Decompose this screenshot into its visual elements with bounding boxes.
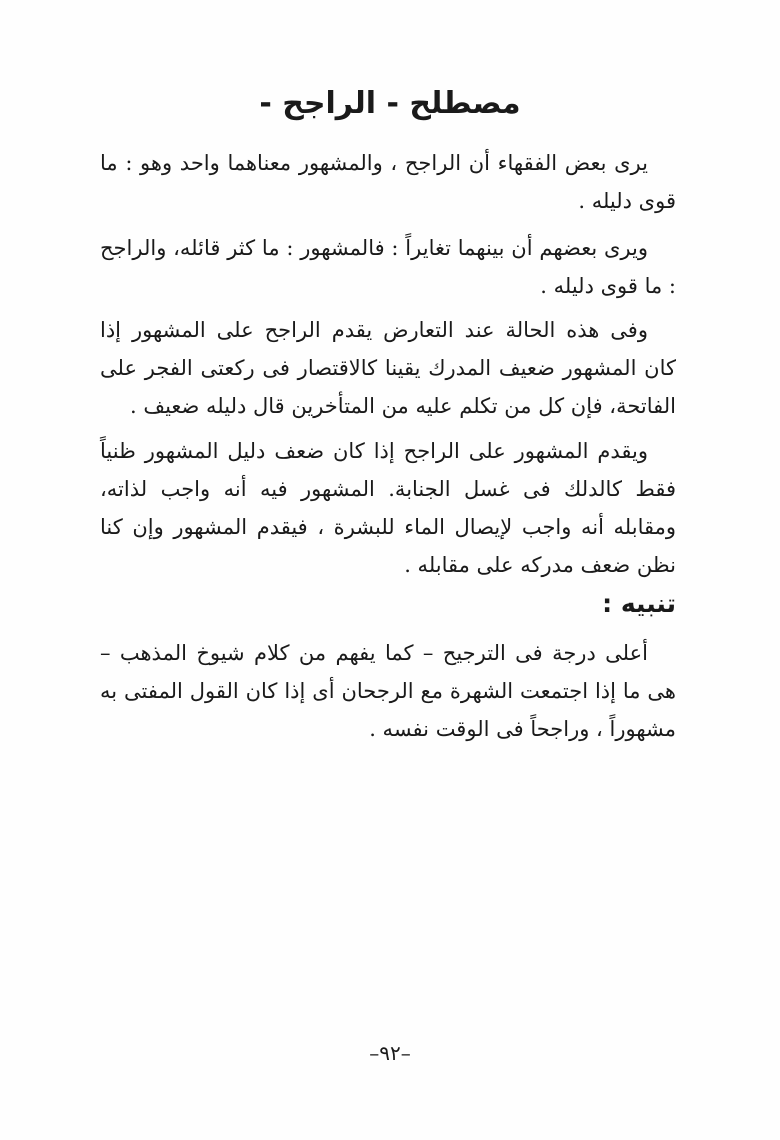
paragraph-text: أعلى درجة فى الترجيح – كما يفهم من كلام شيوخ المذهب – هى ما إذا اجتمعت الشهرة مع الرجحان أى إذا كان القول المفتى به مشهوراً ، وراجحاً فى الوقت نفسه . [100,641,676,741]
page-number: –٩٢– [369,1041,411,1065]
page-title: مصطلح - الراجح - [259,86,521,121]
note-paragraph [100,634,676,748]
paragraph-4 [100,432,676,584]
paragraph-3 [100,311,676,425]
paragraph-2 [100,229,676,305]
paragraph-text: ويرى بعضهم أن بينهما تغايراً : فالمشهور : ما كثر قائله، والراجح : ما قوى دليله . [100,236,676,298]
note-heading: تنبيه : [602,589,676,618]
paragraph-text: وفى هذه الحالة عند التعارض يقدم الراجح على المشهور إذا كان المشهور ضعيف المدرك يقينا كالاقتصار فى ركعتى الفجر على الفاتحة، فإن كل من تكلم عليه من المتأخرين قال دليله ضعيف . [100,318,676,418]
paragraph-text: يرى بعض الفقهاء أن الراجح ، والمشهور معناهما واحد وهو : ما قوى دليله . [100,151,676,213]
paragraph-1 [100,144,676,220]
paragraph-text: ويقدم المشهور على الراجح إذا كان ضعف دليل المشهور ظنياً فقط كالدلك فى غسل الجنابة. المشهور فيه أنه واجب لذاته، ومقابله أنه واجب لإيصال الماء للبشرة ، فيقدم المشهور وإن كنا نظن ضعف مدركه على مقابله . [100,439,676,577]
